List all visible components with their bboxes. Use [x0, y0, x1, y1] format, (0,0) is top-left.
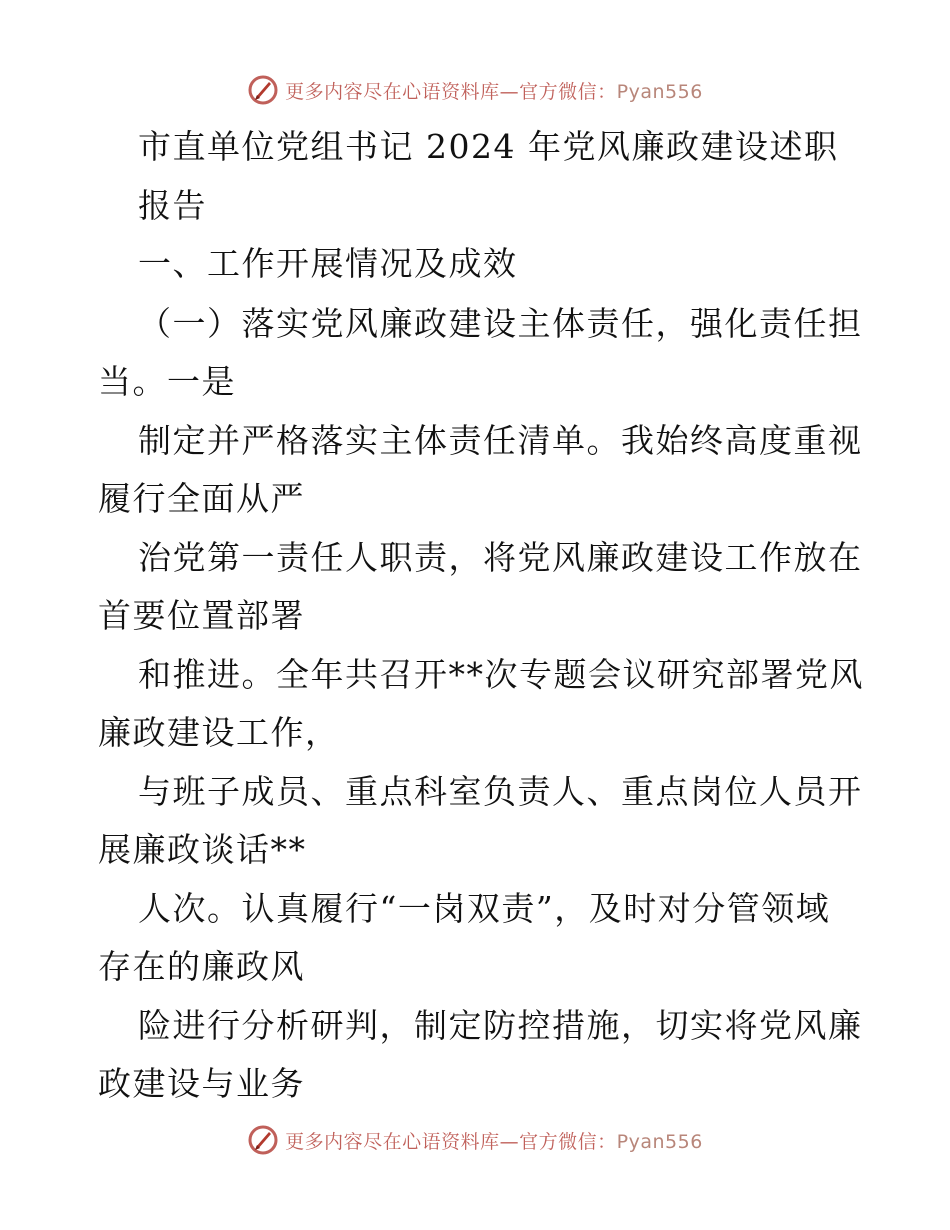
footer-banner: [0, 1120, 950, 1160]
paragraph-line: 治党第一责任人职责，将党风廉政建设工作放在: [138, 538, 863, 577]
paragraph-line: 与班子成员、重点科室负责人、重点岗位人员开: [138, 772, 863, 811]
banner-text: 更多内容尽在心语资料库—官方微信：Pyan556: [285, 1130, 703, 1153]
quill-logo-icon: [247, 1124, 279, 1156]
wechat-id: Pyan556: [616, 80, 703, 103]
wechat-id: Pyan556: [616, 1130, 703, 1153]
paragraph-line: 人次。认真履行“一岗双责”，及时对分管领域: [138, 889, 831, 928]
quill-logo-icon: [247, 74, 279, 106]
paragraph-line: 和推进。全年共召开**次专题会议研究部署党风: [138, 655, 864, 694]
header-banner: [0, 70, 950, 110]
paragraph-line: 廉政建设工作，: [98, 713, 340, 752]
paragraph-line: 履行全面从严: [98, 479, 305, 518]
paragraph-line: 制定并严格落实主体责任清单。我始终高度重视: [138, 421, 863, 460]
paragraph-line: 险进行分析研判，制定防控措施，切实将党风廉: [138, 1006, 863, 1045]
paragraph-line: 当。一是: [98, 362, 236, 401]
section-heading: 一、工作开展情况及成效: [138, 244, 518, 283]
paragraph-line: （一）落实党风廉政建设主体责任，强化责任担: [138, 304, 863, 343]
paragraph-line: 首要位置部署: [98, 596, 305, 635]
document-title-line-1: 市直单位党组书记 2024 年党风廉政建设述职: [138, 127, 839, 166]
paragraph-line: 政建设与业务: [98, 1064, 305, 1103]
document-title-line-2: 报告: [138, 186, 207, 225]
paragraph-line: 存在的廉政风: [98, 947, 305, 986]
paragraph-line: 展廉政谈话**: [98, 830, 307, 869]
banner-text: 更多内容尽在心语资料库—官方微信：Pyan556: [285, 80, 703, 103]
